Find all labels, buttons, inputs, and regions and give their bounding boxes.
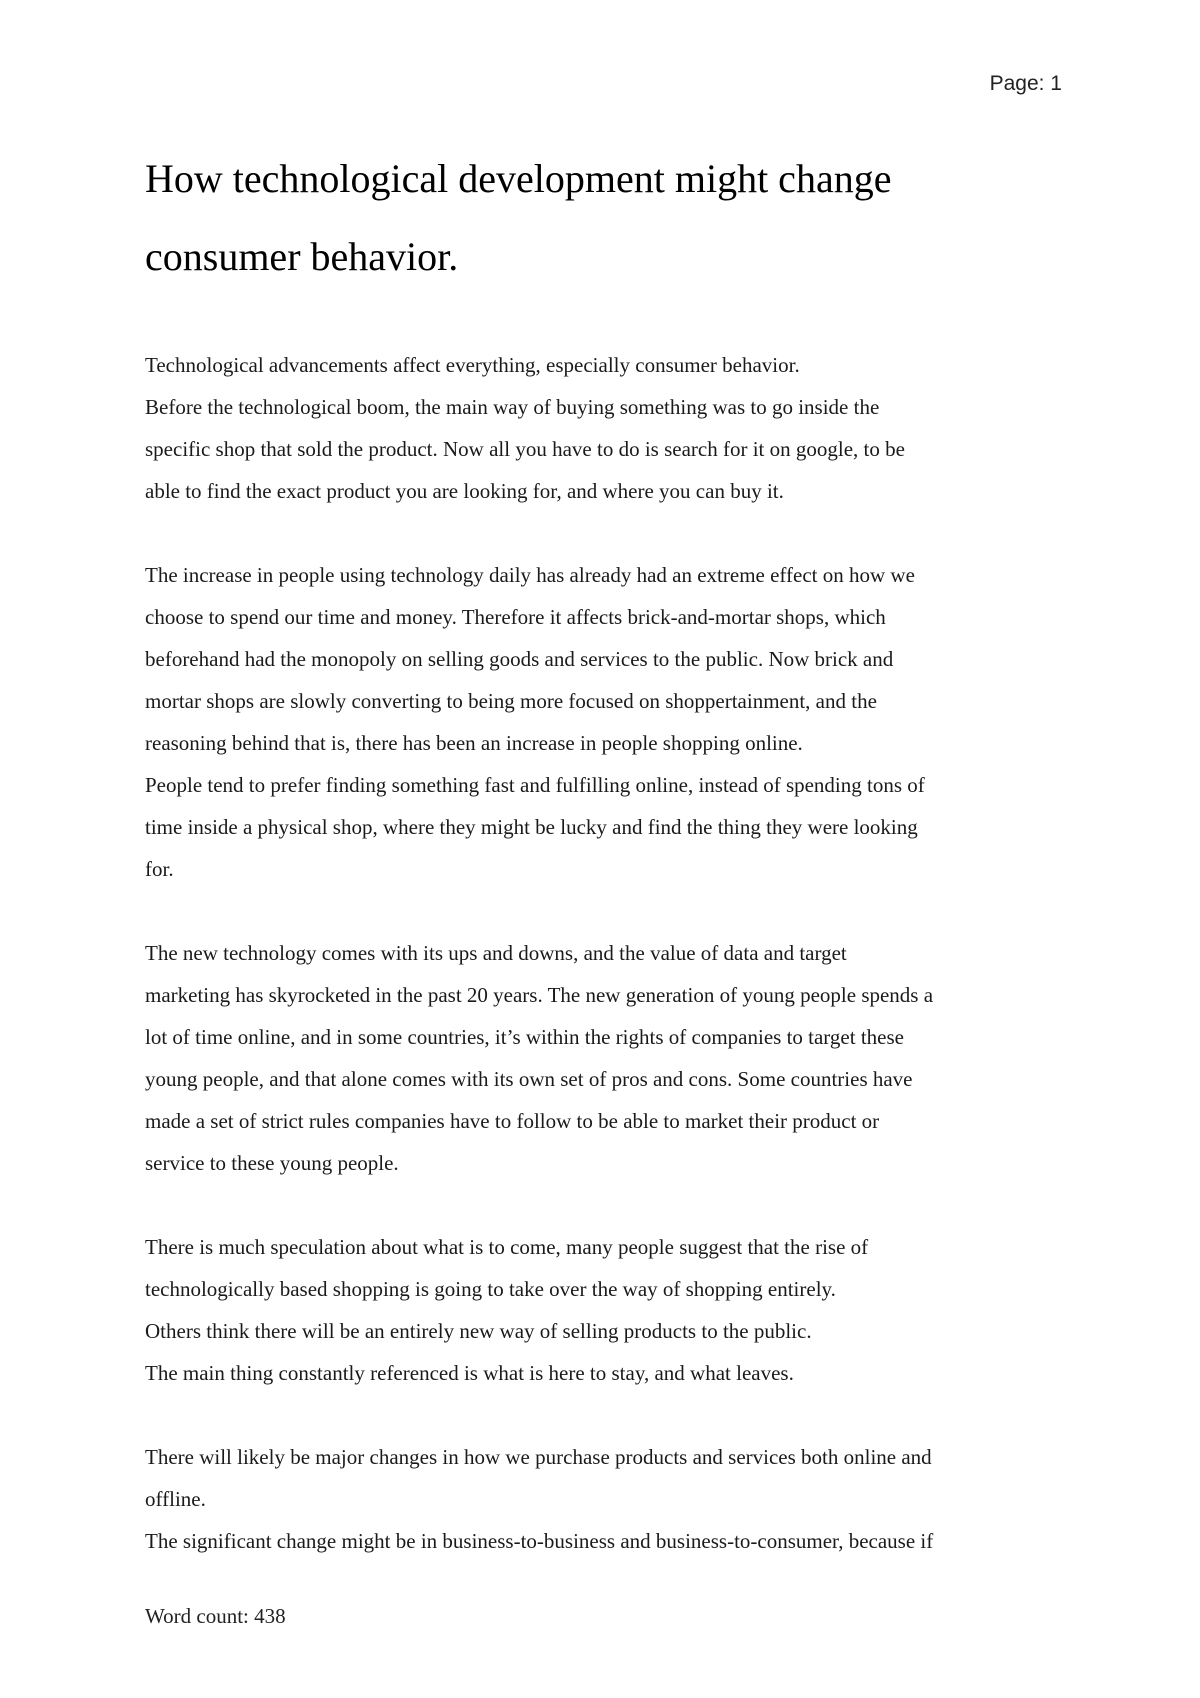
- text-line: The significant change might be in business-to-business and business-to-consumer, because if: [145, 1529, 934, 1553]
- text-line: time inside a physical shop, where they might be lucky and find the thing they were looking: [145, 815, 918, 839]
- document-text: [145, 344, 1065, 1562]
- text-line: young people, and that alone comes with its own set of pros and cons. Some countries have: [145, 1067, 913, 1091]
- text-line: offline.: [145, 1487, 206, 1511]
- word-count: Word count: 438: [145, 1604, 286, 1628]
- document-body: [145, 140, 1065, 1604]
- text-line: able to find the exact product you are looking for, and where you can buy it.: [145, 479, 784, 503]
- title-line: consumer behavior.: [145, 234, 459, 279]
- text-line: choose to spend our time and money. Therefore it affects brick-and-mortar shops, which: [145, 605, 886, 629]
- text-line: technologically based shopping is going to take over the way of shopping entirely.: [145, 1277, 836, 1301]
- title-line: How technological development might change: [145, 156, 892, 201]
- text-line: The main thing constantly referenced is what is here to stay, and what leaves.: [145, 1361, 794, 1385]
- text-line: Others think there will be an entirely new way of selling products to the public.: [145, 1319, 812, 1343]
- text-line: for.: [145, 857, 174, 881]
- text-line: mortar shops are slowly converting to being more focused on shoppertainment, and the: [145, 689, 877, 713]
- text-line: marketing has skyrocketed in the past 20 years. The new generation of young people spends a: [145, 983, 934, 1007]
- text-line: People tend to prefer finding something fast and fulfilling online, instead of spending tons of: [145, 773, 925, 797]
- paragraph: [145, 1226, 1065, 1394]
- page-number: Page: 1: [989, 72, 1062, 95]
- text-line: Before the technological boom, the main way of buying something was to go inside the: [145, 395, 880, 419]
- paragraph: [145, 344, 1065, 512]
- text-line: specific shop that sold the product. Now all you have to do is search for it on google, to be: [145, 437, 905, 461]
- text-line: reasoning behind that is, there has been an increase in people shopping online.: [145, 731, 803, 755]
- paragraph: [145, 1436, 1065, 1562]
- document-title: [145, 140, 1065, 296]
- text-line: Technological advancements affect everything, especially consumer behavior.: [145, 353, 800, 377]
- text-line: service to these young people.: [145, 1151, 399, 1175]
- text-line: The increase in people using technology daily has already had an extreme effect on how we: [145, 563, 915, 587]
- text-line: made a set of strict rules companies have to follow to be able to market their product or: [145, 1109, 880, 1133]
- paragraph: [145, 554, 1065, 890]
- text-line: beforehand had the monopoly on selling goods and services to the public. Now brick and: [145, 647, 894, 671]
- paragraph: [145, 932, 1065, 1184]
- text-line: There is much speculation about what is to come, many people suggest that the rise of: [145, 1235, 869, 1259]
- text-line: There will likely be major changes in how we purchase products and services both online and: [145, 1445, 932, 1469]
- text-line: The new technology comes with its ups and downs, and the value of data and target: [145, 941, 847, 965]
- text-line: lot of time online, and in some countries, it’s within the rights of companies to target these: [145, 1025, 904, 1049]
